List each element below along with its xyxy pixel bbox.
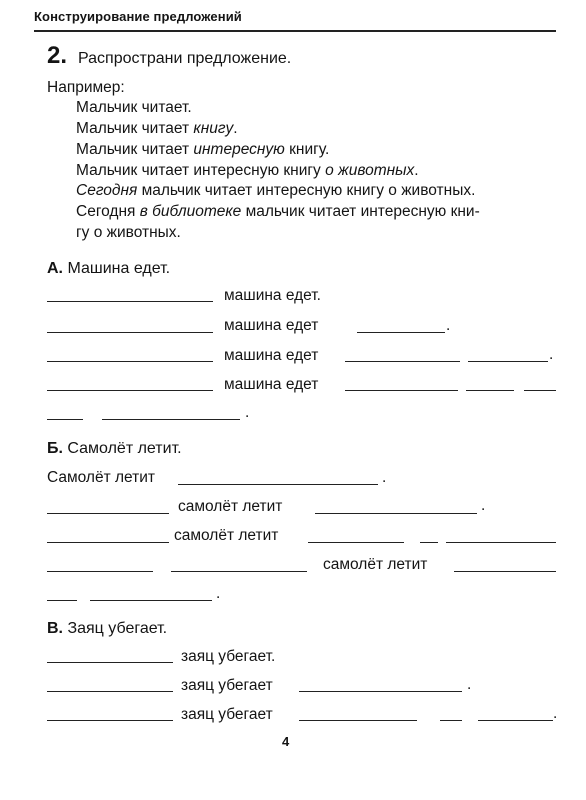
section-a-row-4: машина едет bbox=[224, 376, 319, 393]
answer-blank[interactable] bbox=[454, 571, 556, 572]
sentence-end: . bbox=[481, 497, 486, 514]
section-b-row-2: самолёт летит bbox=[178, 498, 283, 515]
sentence-end: . bbox=[216, 585, 221, 602]
sentence-end: . bbox=[553, 705, 558, 722]
sentence-end: . bbox=[245, 404, 250, 421]
example-line-4: Мальчик читает интересную книгу о животных. bbox=[76, 162, 419, 179]
section-b-row-4: самолёт летит bbox=[323, 556, 428, 573]
section-c-heading bbox=[47, 620, 167, 638]
answer-blank[interactable] bbox=[102, 419, 240, 420]
section-a-heading bbox=[47, 260, 170, 278]
example-label: Например: bbox=[47, 79, 125, 96]
section-b-row-3: самолёт летит bbox=[174, 527, 279, 544]
sentence-end: . bbox=[446, 317, 451, 334]
section-b-letter: Б. bbox=[47, 440, 63, 457]
answer-blank[interactable] bbox=[299, 691, 462, 692]
example-line-1: Мальчик читает. bbox=[76, 99, 192, 116]
answer-blank[interactable] bbox=[478, 720, 553, 721]
answer-blank[interactable] bbox=[440, 720, 462, 721]
task-number: 2. bbox=[47, 42, 68, 69]
section-c-title: Заяц убегает. bbox=[67, 620, 168, 637]
answer-blank[interactable] bbox=[47, 662, 173, 663]
section-a-row-2: машина едет bbox=[224, 317, 319, 334]
answer-blank[interactable] bbox=[468, 361, 548, 362]
answer-blank[interactable] bbox=[47, 513, 169, 514]
answer-blank[interactable] bbox=[171, 571, 307, 572]
section-c-row-1: заяц убегает. bbox=[181, 648, 276, 665]
section-a-title: Машина едет. bbox=[67, 260, 171, 277]
answer-blank[interactable] bbox=[524, 390, 556, 391]
section-a-row-1: машина едет. bbox=[224, 287, 321, 304]
section-a-row-3: машина едет bbox=[224, 347, 319, 364]
example-line-3: Мальчик читает интересную книгу. bbox=[76, 141, 330, 158]
answer-blank[interactable] bbox=[47, 301, 213, 302]
answer-blank[interactable] bbox=[345, 390, 458, 391]
answer-blank[interactable] bbox=[315, 513, 477, 514]
header-rule bbox=[34, 30, 556, 32]
task-instruction: Распространи предложение. bbox=[78, 50, 292, 67]
answer-blank[interactable] bbox=[47, 691, 173, 692]
example-line-5: Сегодня мальчик читает интересную книгу о животных. bbox=[76, 182, 476, 199]
answer-blank[interactable] bbox=[299, 720, 417, 721]
answer-blank[interactable] bbox=[47, 720, 173, 721]
answer-blank[interactable] bbox=[47, 600, 77, 601]
sentence-end: . bbox=[549, 346, 554, 363]
page-number: 4 bbox=[282, 734, 290, 749]
section-b-row-1: Самолёт летит bbox=[47, 469, 156, 486]
answer-blank[interactable] bbox=[47, 390, 213, 391]
sentence-end: . bbox=[382, 469, 387, 486]
answer-blank[interactable] bbox=[420, 542, 438, 543]
section-a-letter: А. bbox=[47, 260, 63, 277]
example-line-6: Сегодня в библиотеке мальчик читает интересную кни- bbox=[76, 203, 480, 220]
answer-blank[interactable] bbox=[47, 542, 169, 543]
section-c-row-2: заяц убегает bbox=[181, 677, 273, 694]
answer-blank[interactable] bbox=[308, 542, 404, 543]
answer-blank[interactable] bbox=[345, 361, 460, 362]
answer-blank[interactable] bbox=[357, 332, 445, 333]
section-b-heading bbox=[47, 440, 182, 458]
section-c-row-3: заяц убегает bbox=[181, 706, 273, 723]
page-header-title: Конструирование предложений bbox=[34, 9, 242, 24]
example-line-7: гу о животных. bbox=[76, 224, 181, 241]
answer-blank[interactable] bbox=[47, 571, 153, 572]
answer-blank[interactable] bbox=[47, 332, 213, 333]
answer-blank[interactable] bbox=[47, 419, 83, 420]
sentence-end: . bbox=[467, 676, 472, 693]
answer-blank[interactable] bbox=[446, 542, 556, 543]
answer-blank[interactable] bbox=[178, 484, 378, 485]
section-c-letter: В. bbox=[47, 620, 63, 637]
answer-blank[interactable] bbox=[47, 361, 213, 362]
example-line-2: Мальчик читает книгу. bbox=[76, 120, 238, 137]
section-b-title: Самолёт летит. bbox=[67, 440, 182, 457]
answer-blank[interactable] bbox=[90, 600, 212, 601]
answer-blank[interactable] bbox=[466, 390, 514, 391]
